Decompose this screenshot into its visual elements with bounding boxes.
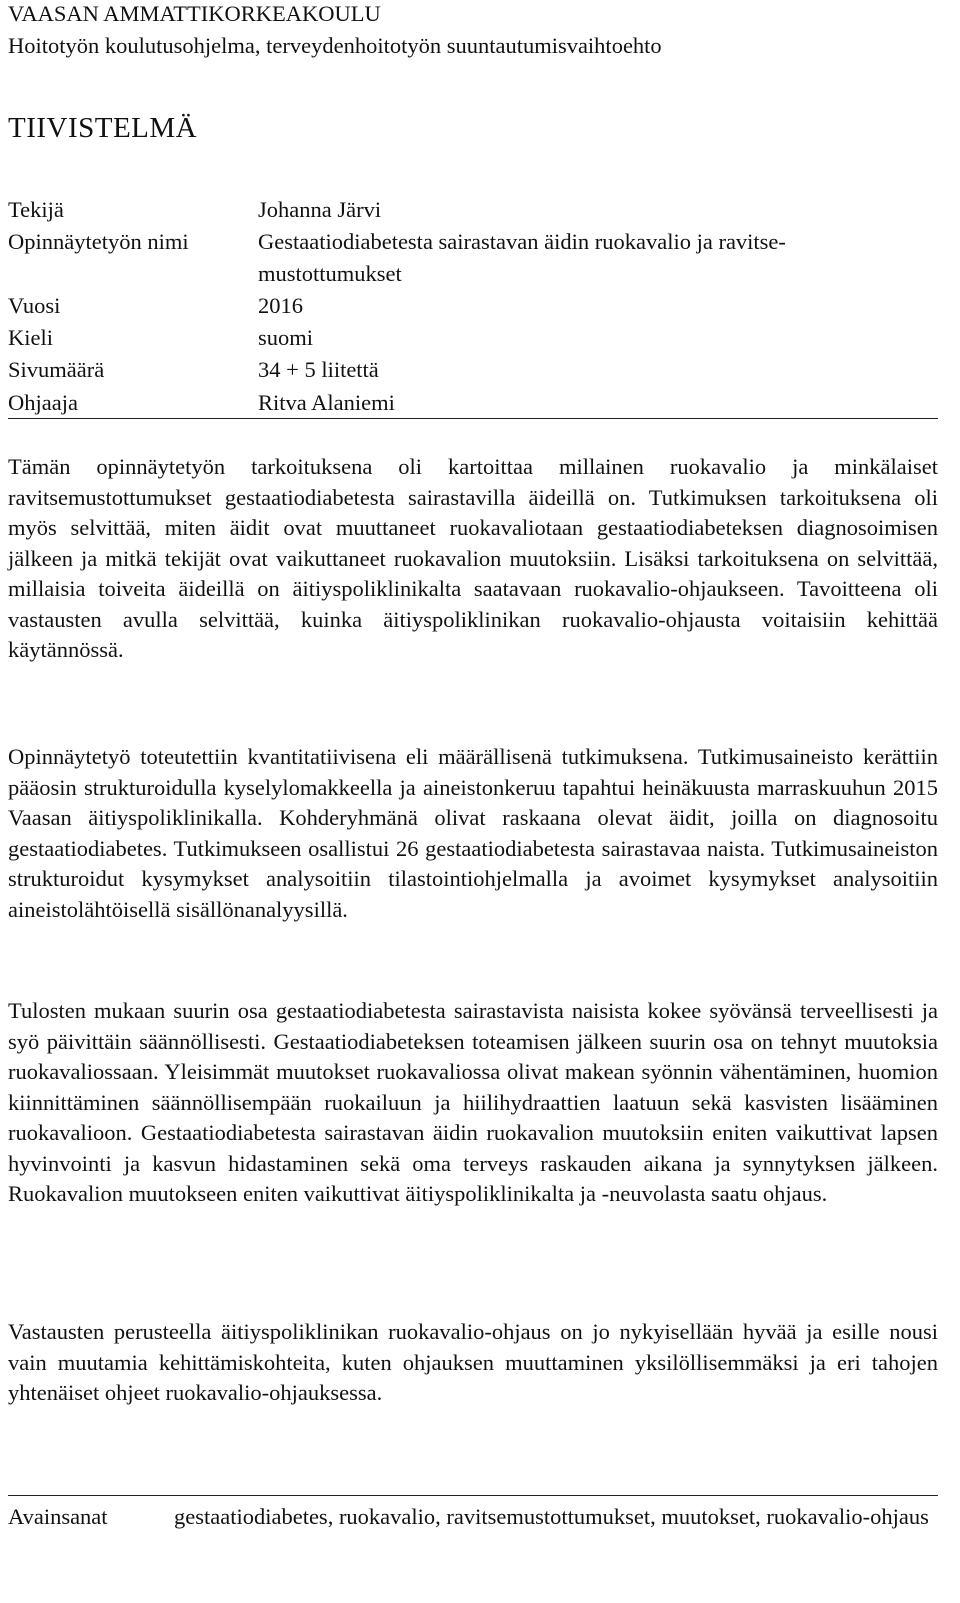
thesis-title-label: Opinnäytetyön nimi <box>8 229 189 254</box>
language-value: suomi <box>258 325 314 350</box>
abstract-text-3: Tulosten mukaan suurin osa gestaatiodiabetesta sairastavista naisista kokee syövänsä terveellisesti ja syö päivittäin säännöllisesti. Gestaatiodiabeteksen toteamisen jälkeen suurin osa on tehnyt muutoksia ruokavaliossaan. Yleisimmät muutokset ruokavaliossa olivat makean syönnin vähentäminen, huomion kiinnittäminen säännöllisempään ruokailuun ja hiilihydraattien laatuun sekä kasvisten lisääminen ruokavalioon. Gestaatiodiabetesta sairastavan äidin ruokavalion muutoksiin eniten vaikuttivat lapsen hyvinvointi ja kasvun hidastaminen sekä oma terveys raskauden aikana ja synnytyksen jälkeen. Ruokavalion muutokseen eniten vaikuttivat äitiyspoliklinikalta ja -neuvolasta saatu ohjaus. <box>8 998 938 1206</box>
author-label: Tekijä <box>8 197 64 222</box>
keywords-section <box>8 1501 938 1533</box>
abstract-paragraph-4 <box>8 1317 938 1409</box>
year-value: 2016 <box>258 293 303 318</box>
abstract-text-1: Tämän opinnäytetyön tarkoituksena oli kartoittaa millainen ruokavalio ja minkälaiset ravitsemustottumukset gestaatiodiabetesta sairastavilla äideillä on. Tutkimuksen tarkoituksena oli myös selvittää, miten äidit ovat muuttaneet ruokavaliotaan gestaatiodiabeteksen diagnosoimisen jälkeen ja mitkä tekijät ovat vaikuttaneet ruokavalion muutoksiin. Lisäksi tarkoituksena on selvittää, millaisia toiveita äideillä on äitiyspoliklinikalta saatavaan ruokavalio-ohjaukseen. Tavoitteena oli vastausten avulla selvittää, kuinka äitiyspoliklinikan ruokavalio-ohjausta voitaisiin kehittää käytännössä. <box>8 454 938 662</box>
metadata-divider <box>8 418 938 419</box>
keywords-label: Avainsanat <box>8 1504 108 1529</box>
abstract-text-2: Opinnäytetyö toteutettiin kvantitatiivisena eli määrällisenä tutkimuksena. Tutkimusaineisto kerättiin pääosin strukturoidulla kyselylomakkeella ja aineistonkeruu tapahtui heinäkuusta marraskuuhun 2015 Vaasan äitiyspoliklinikalla. Kohderyhmänä olivat raskaana olevat äidit, joilla on diagnosoitu gestaatiodiabetes. Tutkimukseen osallistui 26 gestaatiodiabetesta sairastavaa naista. Tutkimusaineiston strukturoidut kysymykset analysoitiin tilastointiohjelmalla ja avoimet kysymykset analysoitiin aineistolähtöisellä sisällönanalyysillä. <box>8 744 938 922</box>
keywords-divider <box>8 1495 938 1496</box>
degree-program: Hoitotyön koulutusohjelma, terveydenhoitotyön suuntautumisvaihtoehto <box>8 33 662 58</box>
language-label: Kieli <box>8 325 53 350</box>
keywords-values: gestaatiodiabetes, ruokavalio, ravitsemustottumukset, muutokset, ruokavalio-ohjaus <box>174 1504 929 1529</box>
year-label: Vuosi <box>8 293 61 318</box>
thesis-title-line-1: Gestaatiodiabetesta sairastavan äidin ruokavalio ja ravitse- <box>258 229 786 254</box>
supervisor-label: Ohjaaja <box>8 390 78 415</box>
abstract-paragraph-2 <box>8 742 938 925</box>
page-count-value: 34 + 5 liitettä <box>258 357 379 382</box>
abstract-text-4: Vastausten perusteella äitiyspoliklinikan ruokavalio-ohjaus on jo nykyisellään hyvää ja esille nousi vain muutamia kehittämiskohteita, kuten ohjauksen muuttaminen yksilöllisemmäksi ja eri tahojen yhtenäiset ohjeet ruokavalio-ohjauksessa. <box>8 1319 938 1405</box>
page-count-label: Sivumäärä <box>8 357 105 382</box>
page-title: TIIVISTELMÄ <box>8 112 198 144</box>
abstract-paragraph-1 <box>8 452 938 666</box>
abstract-paragraph-3 <box>8 996 938 1210</box>
author-value: Johanna Järvi <box>258 197 382 222</box>
supervisor-value: Ritva Alaniemi <box>258 390 395 415</box>
school-name: VAASAN AMMATTIKORKEAKOULU <box>8 1 381 26</box>
thesis-title-line-2: mustottumukset <box>258 261 402 286</box>
